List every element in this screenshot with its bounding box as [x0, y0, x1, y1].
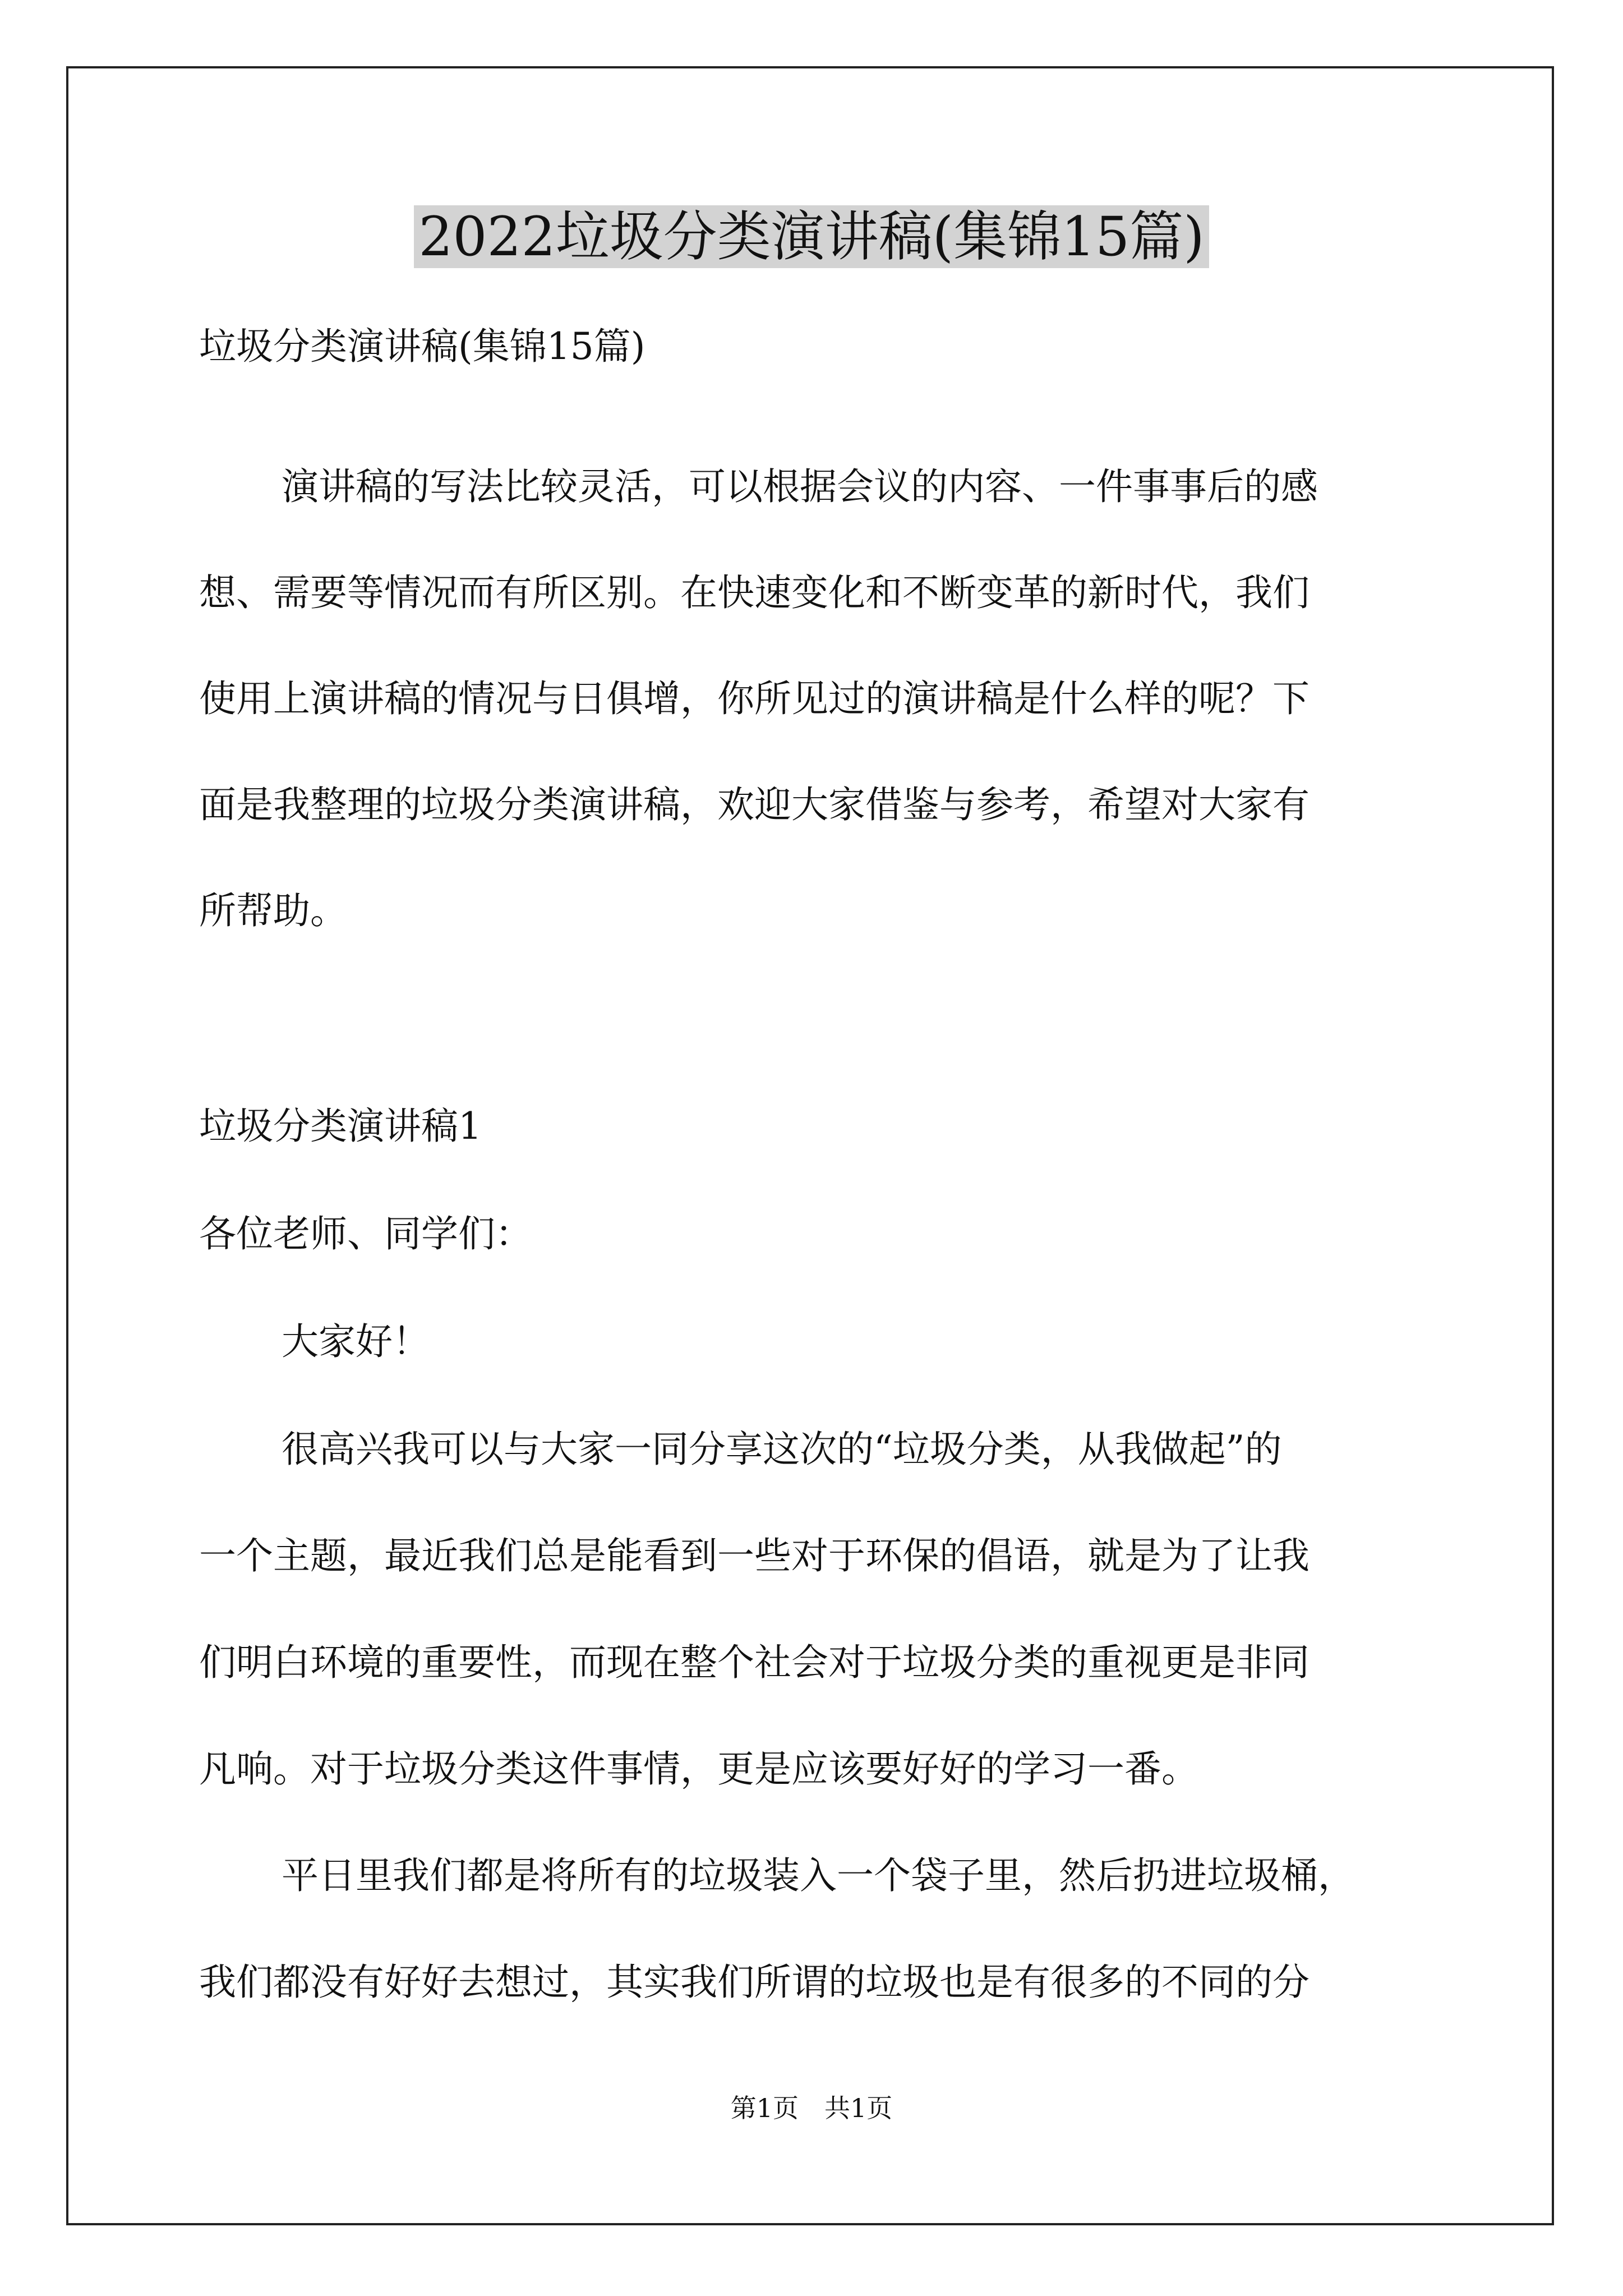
paragraph-line: 凡响。对于垃圾分类这件事情，更是应该要好好的学习一番。	[199, 1747, 1198, 1791]
document-title	[0, 197, 1623, 276]
document-subtitle: 垃圾分类演讲稿(集锦15篇)	[199, 325, 645, 368]
intro-line: 使用上演讲稿的情况与日俱增，你所见过的演讲稿是什么样的呢？下	[199, 677, 1310, 720]
intro-line: 所帮助。	[199, 889, 347, 932]
salutation: 各位老师、同学们：	[199, 1212, 532, 1255]
paragraph-line: 一个主题，最近我们总是能看到一些对于环保的倡语，就是为了让我	[199, 1534, 1310, 1577]
document-title-text: 2022垃圾分类演讲稿(集锦15篇)	[414, 205, 1209, 268]
page-number-footer: 第1页 共1页	[730, 2093, 893, 2123]
intro-line: 面是我整理的垃圾分类演讲稿，欢迎大家借鉴与参考，希望对大家有	[199, 783, 1310, 826]
paragraph-line: 们明白环境的重要性，而现在整个社会对于垃圾分类的重视更是非同	[199, 1641, 1310, 1684]
intro-line: 演讲稿的写法比较灵活，可以根据会议的内容、一件事事后的感	[282, 465, 1318, 508]
paragraph-line: 很高兴我可以与大家一同分享这次的“垃圾分类，从我做起”的	[282, 1428, 1282, 1471]
paragraph-line: 我们都没有好好去想过，其实我们所谓的垃圾也是有很多的不同的分	[199, 1961, 1310, 2004]
paragraph-line: 平日里我们都是将所有的垃圾装入一个袋子里，然后扔进垃圾桶，	[282, 1854, 1355, 1897]
intro-line: 想、需要等情况而有所区别。在快速变化和不断变革的新时代，我们	[199, 571, 1310, 614]
section-heading: 垃圾分类演讲稿1	[199, 1105, 482, 1148]
greeting: 大家好！	[282, 1320, 430, 1363]
